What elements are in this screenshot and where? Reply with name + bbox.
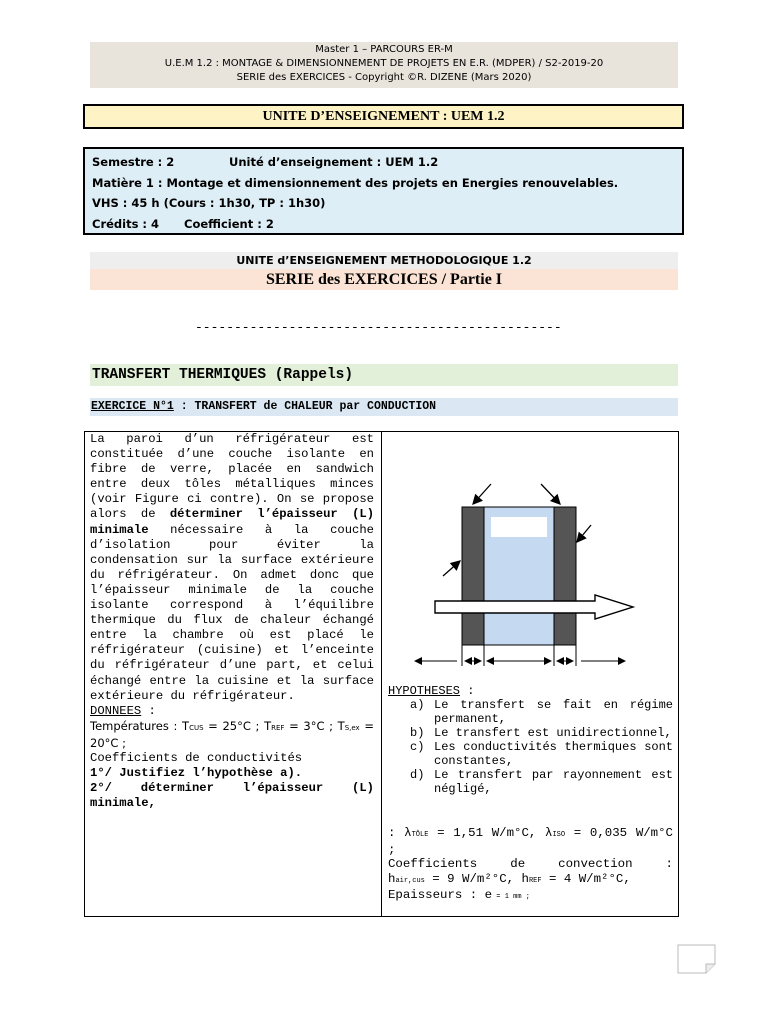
question-1: 1°/ Justifiez l’hypothèse a). bbox=[90, 766, 303, 781]
section-title: TRANSFERT THERMIQUES (Rappels) bbox=[90, 364, 678, 386]
info-unite: Unité d’enseignement : UEM 1.2 bbox=[229, 155, 439, 169]
table-column-divider bbox=[381, 431, 382, 917]
document-header bbox=[90, 42, 678, 88]
question-2: 2°/ déterminer l’épaisseur (L) minimale, bbox=[90, 781, 374, 811]
header-line-1: Master 1 – PARCOURS ER-M bbox=[315, 44, 453, 55]
donnees-heading bbox=[90, 704, 374, 719]
hypotheses-list bbox=[388, 698, 673, 796]
exercise-heading bbox=[90, 398, 678, 416]
h-c: = 4 W/m²°C, bbox=[541, 871, 631, 886]
exercise-title: : TRANSFERT de CHALEUR par CONDUCTION bbox=[173, 400, 437, 413]
thickness-value: = 1 mm ; bbox=[492, 893, 530, 902]
methodology-title: UNITE d’ENSEIGNEMENT METHODOLOGIQUE 1.2 bbox=[90, 252, 678, 269]
t-ref-value: = 3°C ; T bbox=[284, 718, 345, 733]
hypothesis-item bbox=[388, 740, 673, 768]
pointer-arrow-3 bbox=[577, 525, 591, 542]
t-sex-value: = 20°C ; bbox=[90, 718, 374, 750]
pointer-arrow-4 bbox=[443, 561, 460, 576]
temperatures-line bbox=[90, 719, 374, 751]
hypothesis-marker: b) bbox=[410, 726, 425, 740]
info-matiere: Matière 1 : Montage et dimensionnement des projets en Energies renouvelables. bbox=[92, 175, 619, 190]
h-values-line bbox=[388, 872, 673, 889]
temperatures-label: Températures : T bbox=[90, 718, 190, 733]
iso-subscript: ISO bbox=[552, 831, 566, 839]
hypotheses-label: HYPOTHESES bbox=[388, 684, 461, 698]
statement-text-2: nécessaire à la couche d’isolation pour éviter la condensation sur la surface extérieure du réfrigérateur. On admet donc que l’épaisseur minimale de la couche isolante correspond à l’équilibre thermique du flux de chaleur échangé entre la chambre où est placé le réfrigérateur (cuisine) et l’enceinte du réfrigérateur d’une part, et celui échangé entre la cuisine et la surface extérieure du réfrigérateur. bbox=[90, 522, 374, 703]
hypothesis-text: Les conductivités thermiques sont constantes, bbox=[434, 740, 673, 768]
course-info-box bbox=[83, 147, 684, 235]
hypothesis-item bbox=[388, 726, 673, 740]
separator-dashes: ----------------------------------------------- bbox=[195, 320, 562, 335]
t-sex-subscript: S,ex bbox=[344, 723, 360, 732]
statement-paragraph bbox=[90, 432, 374, 704]
header-line-2: U.E.M 1.2 : MONTAGE & DIMENSIONNEMENT DE PROJETS EN E.R. (MDPER) / S2-2019-20 bbox=[164, 58, 604, 69]
insulation-label-box bbox=[491, 517, 547, 537]
refrigerator-wall-figure bbox=[405, 470, 645, 675]
info-credits: Crédits : 4 bbox=[92, 216, 160, 231]
conductivity-line bbox=[388, 826, 673, 857]
statement-text-1: La paroi d’un réfrigérateur est constituée d’une couche isolante en fibre de verre, placée en sandwich entre deux tôles métalliques minces (voir Figure ci contre). On se propose alors de bbox=[90, 432, 374, 522]
h-a: h bbox=[388, 871, 396, 886]
tole-subscript: TÔLE bbox=[411, 831, 429, 839]
convection-line: Coefficients de convection : bbox=[388, 857, 673, 872]
hypothesis-marker: a) bbox=[410, 698, 425, 712]
air-subscript: air,cus bbox=[395, 876, 425, 885]
hypothesis-text: Le transfert se fait en régime permanent, bbox=[434, 698, 673, 726]
hypothesis-item bbox=[388, 698, 673, 726]
t-cus-subscript: CUS bbox=[189, 723, 204, 732]
page-fold-icon bbox=[677, 944, 717, 974]
exercise-number: EXERCICE N°1 bbox=[91, 400, 174, 413]
properties-block bbox=[388, 826, 673, 905]
metal-sheet-right bbox=[554, 507, 576, 645]
pointer-arrow-2 bbox=[541, 484, 560, 504]
hypothesis-marker: d) bbox=[410, 768, 425, 782]
lambda-c: = 0,035 W/m°C ; bbox=[388, 826, 673, 857]
h-b: = 9 W/m²°C, h bbox=[424, 871, 529, 886]
t-cus-value: = 25°C ; T bbox=[203, 718, 272, 733]
hypotheses-block bbox=[388, 684, 673, 796]
hypothesis-text: Le transfert est unidirectionnel, bbox=[434, 726, 672, 740]
metal-sheet-left bbox=[462, 507, 484, 645]
lambda-b: = 1,51 W/m°C, λ bbox=[428, 826, 553, 840]
ref-subscript: REF bbox=[528, 876, 542, 885]
exercise-statement bbox=[90, 432, 374, 811]
thickness-label: Epaisseurs : e bbox=[388, 888, 493, 903]
t-ref-subscript: REF bbox=[271, 723, 285, 732]
coefficients-line: Coefficients de conductivités bbox=[90, 750, 303, 765]
pointer-arrow-1 bbox=[473, 484, 491, 504]
hypothesis-marker: c) bbox=[410, 740, 425, 754]
info-semestre: Semestre : 2 bbox=[92, 155, 175, 169]
info-vhs: VHS : 45 h (Cours : 1h30, TP : 1h30) bbox=[92, 196, 326, 210]
info-row-credits bbox=[92, 214, 682, 235]
statement-bold-goal: déterminer l’épaisseur (L) minimale bbox=[90, 507, 375, 537]
series-title: SERIE des EXERCICES / Partie I bbox=[90, 269, 678, 290]
thickness-line bbox=[388, 888, 673, 905]
donnees-suffix: : bbox=[141, 703, 156, 718]
hypothesis-item bbox=[388, 768, 673, 796]
hypothesis-text: Le transfert par rayonnement est négligé, bbox=[434, 768, 673, 796]
unit-title: UNITE D’ENSEIGNEMENT : UEM 1.2 bbox=[83, 104, 684, 129]
hypotheses-suffix: : bbox=[460, 684, 475, 698]
info-coefficient: Coefficient : 2 bbox=[184, 216, 274, 231]
hypotheses-heading bbox=[388, 684, 673, 698]
header-line-3: SERIE des EXERCICES - Copyright ©R. DIZENE (Mars 2020) bbox=[236, 72, 532, 83]
info-row-semestre bbox=[92, 152, 682, 173]
donnees-label: DONNEES bbox=[90, 703, 142, 718]
lambda-a: : λ bbox=[388, 826, 412, 840]
